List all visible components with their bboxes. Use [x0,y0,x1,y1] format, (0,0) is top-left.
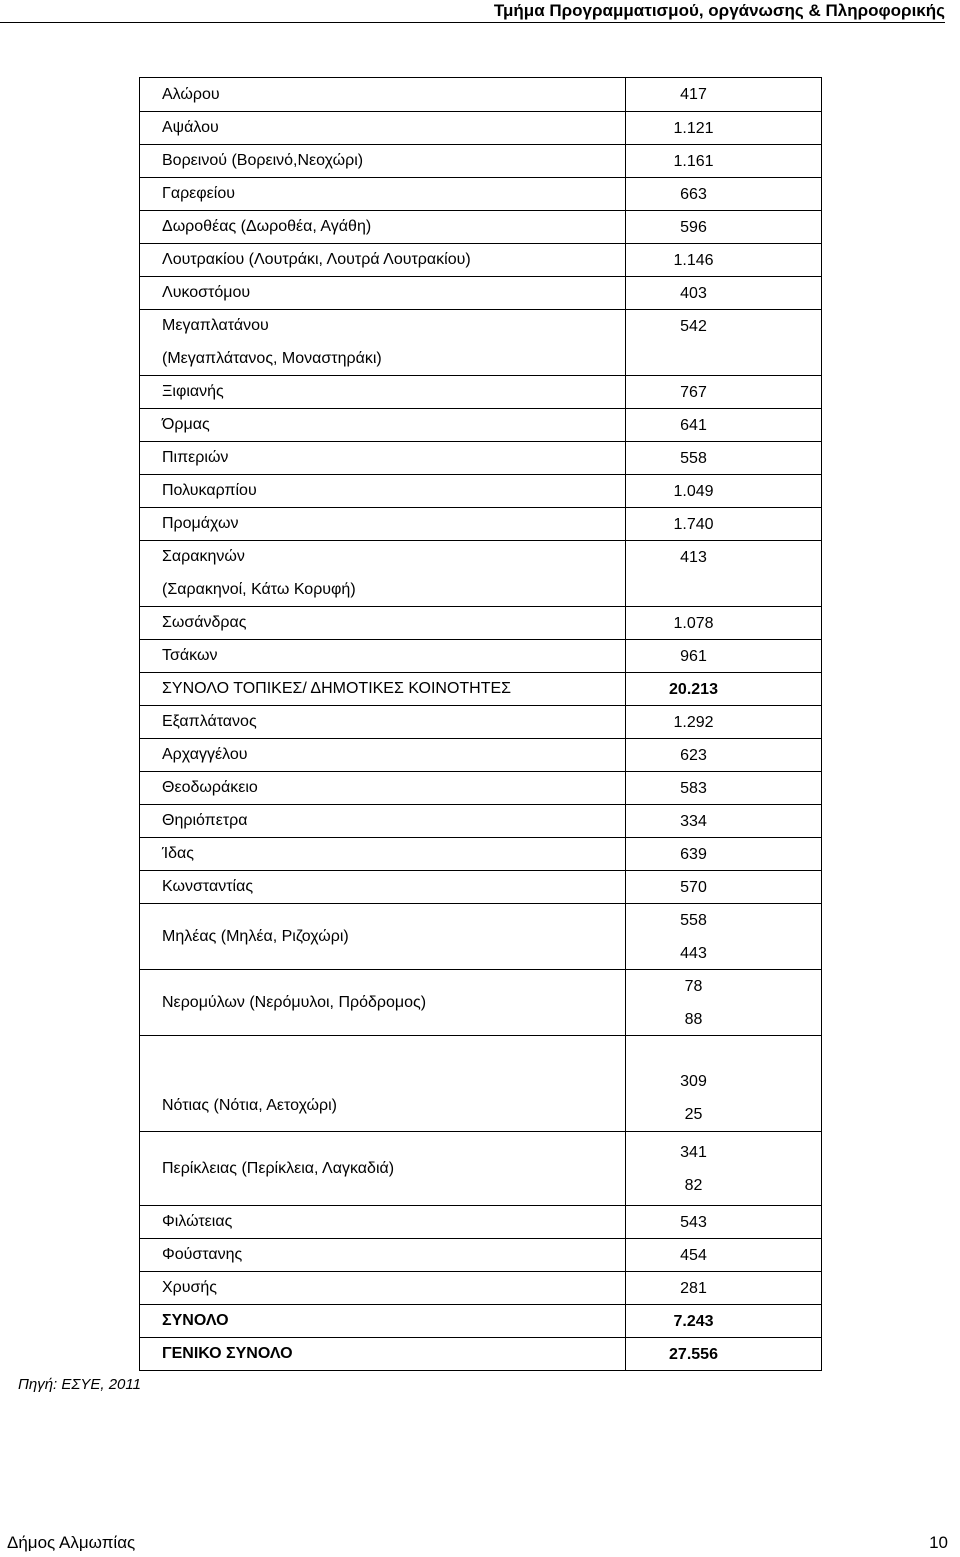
row-value-item: 570 [680,878,707,896]
row-value-item: 583 [680,779,707,797]
row-name: Μηλέας (Μηλέα, Ριζοχώρι) [140,904,626,969]
row-value-item: 281 [680,1279,707,1297]
row-name: Φιλώτειας [140,1206,626,1238]
table-row [140,1337,821,1370]
table-row [140,1238,821,1271]
table-row [140,408,821,441]
row-name: (Μεγαπλάτανος, Μοναστηράκι) [140,342,626,375]
row-name: Θεοδωράκειο [140,772,626,804]
row-value [626,475,821,507]
row-value-item: 78 [684,977,703,995]
row-name: ΓΕΝΙΚΟ ΣΥΝΟΛΟ [140,1338,626,1370]
table-row [140,441,821,474]
row-value [626,573,821,606]
row-name: Σαρακηνών [140,541,626,573]
row-name: Αρχαγγέλου [140,739,626,771]
footer-municipality: Δήμος Αλμωπίας [7,1533,136,1552]
table-row [140,243,821,276]
table-row [140,111,821,144]
row-name: Όρμας [140,409,626,441]
row-value [626,442,821,474]
row-value [626,211,821,243]
row-value [626,145,821,177]
row-value-item: 82 [684,1176,703,1194]
row-value-item: 641 [680,416,707,434]
row-name: Κωνσταντίας [140,871,626,903]
row-value [626,376,821,408]
row-value-item: 1.121 [673,119,714,137]
table-row [140,474,821,507]
row-value-item: 639 [680,845,707,863]
row-value [626,739,821,771]
row-value-item: 443 [680,944,707,962]
source-note: Πηγή: ΕΣΥΕ, 2011 [18,1376,141,1393]
row-name: Τσάκων [140,640,626,672]
table-row [140,1271,821,1304]
table-row [140,837,821,870]
row-name: Ξιφιανής [140,376,626,408]
footer-page-number: 10 [929,1533,948,1552]
row-name: Πολυκαρπίου [140,475,626,507]
row-value [626,673,821,705]
row-value [626,871,821,903]
table-row [140,1205,821,1238]
row-value [626,1036,821,1131]
row-value-item: 543 [680,1213,707,1231]
row-value-item: 767 [680,383,707,401]
row-value-item: 1.292 [673,713,714,731]
row-value [626,1239,821,1271]
row-value [626,78,821,111]
row-value [626,904,821,969]
row-value-item: 1.161 [673,152,714,170]
row-value-item: 20.213 [669,680,718,698]
row-value [626,178,821,210]
row-name: ΣΥΝΟΛΟ ΤΟΠΙΚΕΣ/ ΔΗΜΟΤΙΚΕΣ ΚΟΙΝΟΤΗΤΕΣ [140,673,626,705]
row-name: Νερομύλων (Νερόμυλοι, Πρόδρομος) [140,970,626,1035]
row-value [626,1272,821,1304]
row-value-item: 1.049 [673,482,714,500]
row-value-item: 961 [680,647,707,665]
row-value-item: 341 [680,1143,707,1161]
row-name: Αψάλου [140,112,626,144]
table-row [140,771,821,804]
table-row [140,144,821,177]
population-table [139,77,822,1371]
row-value-item: 1.078 [673,614,714,632]
row-name: Φούστανης [140,1239,626,1271]
row-value-item: 454 [680,1246,707,1264]
row-value-item: 663 [680,185,707,203]
table-row [140,903,821,969]
table-row [140,507,821,540]
row-value-item: 558 [680,911,707,929]
row-name: Νότιας (Νότια, Αετοχώρι) [140,1036,626,1131]
row-value [626,706,821,738]
row-value [626,541,821,573]
table-row [140,375,821,408]
row-name: Σωσάνδρας [140,607,626,639]
row-value [626,805,821,837]
table-row [140,1304,821,1337]
table-row [140,573,821,606]
row-value-item: 88 [684,1010,703,1028]
table-row [140,309,821,342]
row-name: ΣΥΝΟΛΟ [140,1305,626,1337]
row-value [626,310,821,342]
table-row [140,1035,821,1131]
row-name: Πιπεριών [140,442,626,474]
row-name: Θηριόπετρα [140,805,626,837]
row-value [626,409,821,441]
page-header: Τμήμα Προγραμματισμού, οργάνωσης & Πληροφορικής [0,0,945,23]
table-row [140,177,821,210]
row-value [626,112,821,144]
row-name: Λυκοστόμου [140,277,626,309]
row-value-item: 334 [680,812,707,830]
row-value [626,607,821,639]
table-row [140,606,821,639]
row-value-item: 413 [680,548,707,566]
row-value [626,244,821,276]
page-footer [7,1533,948,1553]
row-name: Εξαπλάτανος [140,706,626,738]
row-value [626,772,821,804]
row-value-item: 27.556 [669,1345,718,1363]
row-value [626,277,821,309]
table-row [140,804,821,837]
row-value-item: 1.146 [673,251,714,269]
row-value-item: 1.740 [673,515,714,533]
row-name: Περίκλειας (Περίκλεια, Λαγκαδιά) [140,1132,626,1205]
row-value-item: 623 [680,746,707,764]
table-row [140,78,821,111]
table-row [140,969,821,1035]
row-value-item: 25 [684,1106,703,1123]
table-row [140,342,821,375]
row-value [626,838,821,870]
row-value-item: 309 [680,1073,707,1090]
table-row [140,639,821,672]
table-row [140,276,821,309]
row-name: Δωροθέας (Δωροθέα, Αγάθη) [140,211,626,243]
row-value [626,508,821,540]
row-name: Χρυσής [140,1272,626,1304]
row-name: Γαρεφείου [140,178,626,210]
row-name: Βορεινού (Βορεινό,Νεοχώρι) [140,145,626,177]
row-value [626,342,821,375]
table-row [140,210,821,243]
row-value [626,1206,821,1238]
table-row [140,672,821,705]
row-value [626,1338,821,1370]
row-name: Μεγαπλατάνου [140,310,626,342]
row-name: Αλώρου [140,78,626,111]
row-value-item: 558 [680,449,707,467]
row-name: Ίδας [140,838,626,870]
row-value-item: 403 [680,284,707,302]
table-row [140,738,821,771]
row-value-item: 7.243 [673,1312,714,1330]
table-row [140,1131,821,1205]
table-row [140,705,821,738]
row-value [626,1132,821,1205]
table-row [140,540,821,573]
row-value [626,1305,821,1337]
row-name: Λουτρακίου (Λουτράκι, Λουτρά Λουτρακίου) [140,244,626,276]
row-name: Προμάχων [140,508,626,540]
row-value-item: 417 [680,86,707,103]
row-name: (Σαρακηνοί, Κάτω Κορυφή) [140,573,626,606]
row-value-item: 542 [680,317,707,335]
table-row [140,870,821,903]
row-value [626,640,821,672]
row-value [626,970,821,1035]
row-value-item: 596 [680,218,707,236]
